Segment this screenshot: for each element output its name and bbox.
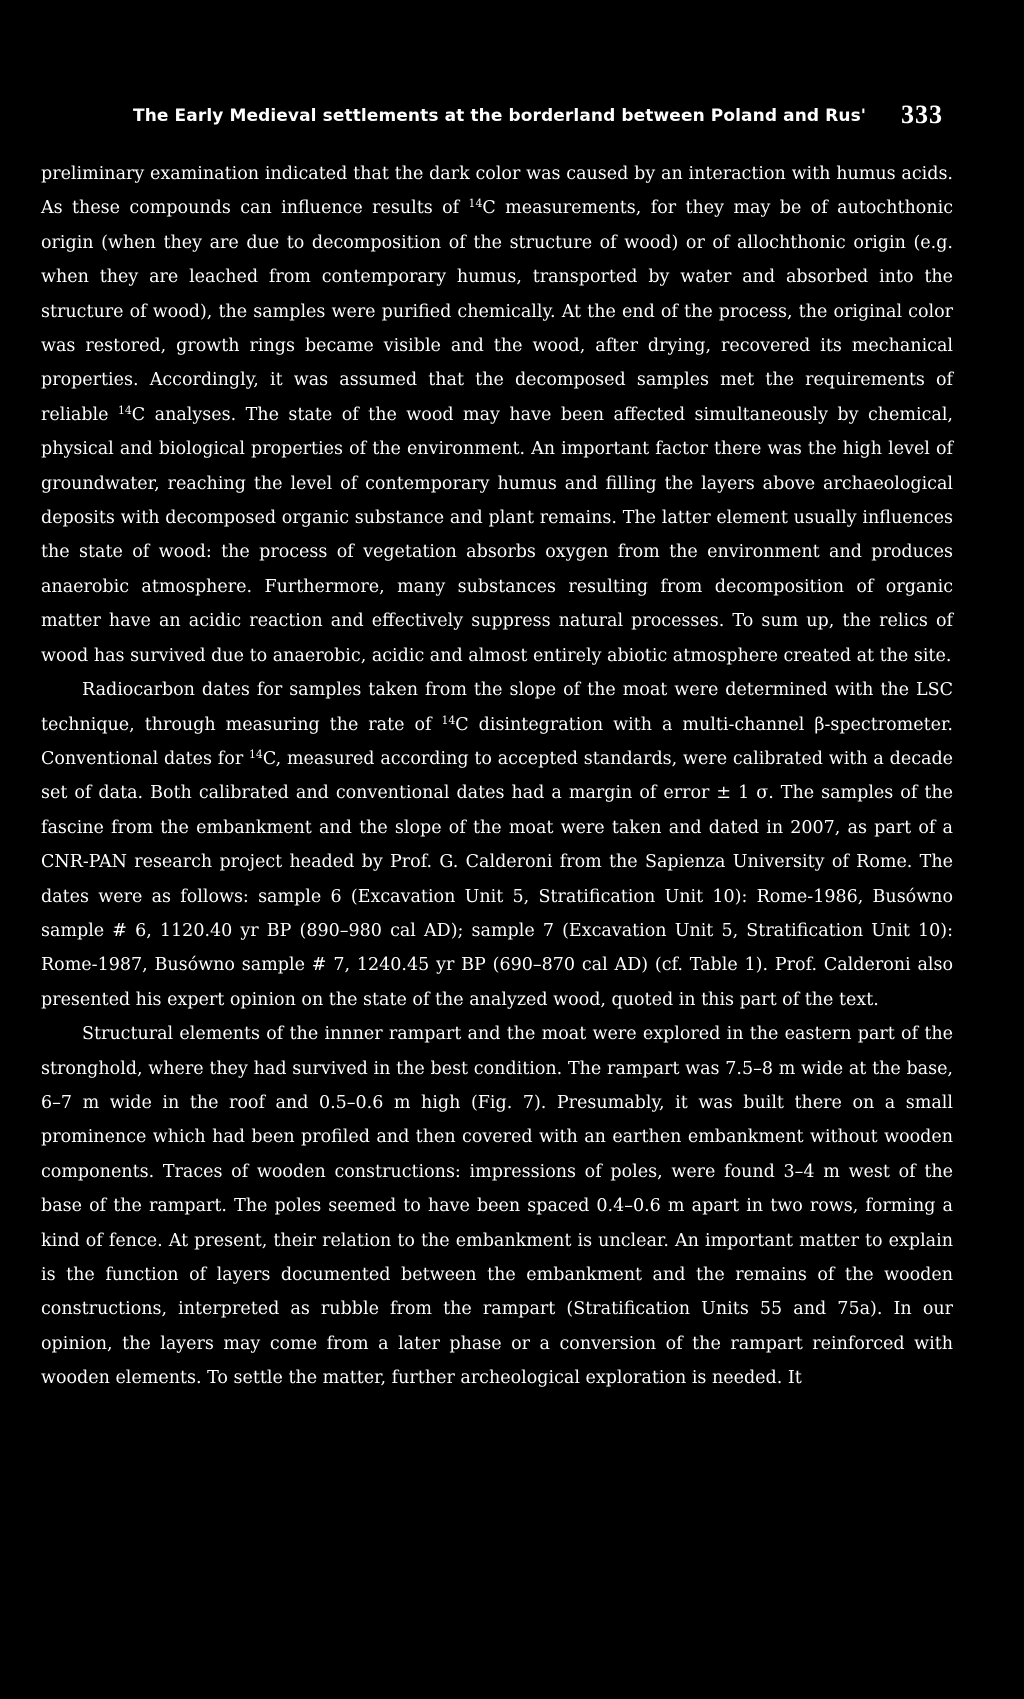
superscript-14: 14 xyxy=(117,403,132,417)
running-title: The Early Medieval settlements at the borderland between Poland and Rus' xyxy=(133,106,867,126)
paragraph-1-text-b: C measurements, for they may be of autochthonic origin (when they are due to decomposition of the structure of wood) or of allochthonic origin (e.g. when they are leached from contemporary humus, transported by water and absorbed into the structure of wood), the samples were purified chemically. At the end of the process, the original color was restored, growth rings became visible and the wood, after drying, recovered its mechanical properties. Accordingly, it was assumed that the decomposed samples met the requirements of reliable xyxy=(41,198,953,425)
paragraph-1-text-c: C analyses. The state of the wood may have been affected simultaneously by chemical, physical and biological properties of the environment. An important factor there was the high level of groundwater, reaching the level of contemporary humus and filling the layers above archaeological deposits with decomposed organic substance and plant remains. The latter element usually influences the state of wood: the process of vegetation absorbs oxygen from the environment and produces anaerobic atmosphere. Furthermore, many substances resulting from decomposition of organic matter have an acidic reaction and effectively suppress natural processes. To sum up, the relics of wood has survived due to anaerobic, acidic and almost entirely abiotic atmosphere created at the site. xyxy=(41,404,953,666)
page-number: 333 xyxy=(901,100,943,129)
paragraph-2 xyxy=(41,673,953,1017)
paragraph-2-text-c: C, measured according to accepted standards, were calibrated with a decade set of data. Both calibrated and conventional dates had a margin of error ± 1 σ. The samples of the fascine from the embankment and the slope of the moat were taken and dated in 2007, as part of a CNR-PAN research project headed by Prof. G. Calderoni from the Sapienza University of Rome. The dates were as follows: sample 6 (Excavation Unit 5, Stratification Unit 10): Rome-1986, Busówno sample # 6, 1120.40 yr BP (890–980 cal AD); sample 7 (Excavation Unit 5, Stratification Unit 10): Rome-1987, Busówno sample # 7, 1240.45 yr BP (690–870 cal AD) (cf. Table 1). Prof. Calderoni also presented his expert opinion on the state of the analyzed wood, quoted in this part of the text. xyxy=(41,748,953,1010)
paragraph-2-text-a: Radiocarbon dates for samples taken from the slope of the moat were determined with the LSC technique, through measuring the rate of xyxy=(41,680,953,735)
superscript-14: 14 xyxy=(249,747,263,761)
paragraph-2-text-b: C disintegration with a multi-channel β-spectrometer. Conventional dates for xyxy=(41,714,953,769)
superscript-14: 14 xyxy=(441,713,456,727)
body-text xyxy=(41,157,953,1396)
superscript-14: 14 xyxy=(468,197,483,211)
paragraph-1 xyxy=(41,157,953,673)
paragraph-1-text-a: preliminary examination indicated that the dark color was caused by an interaction with humus acids. As these compounds can influence results of xyxy=(41,164,953,219)
paragraph-3 xyxy=(41,1017,953,1395)
running-head xyxy=(133,100,943,136)
paragraph-3-text: Structural elements of the innner rampart and the moat were explored in the eastern part of the stronghold, where they had survived in the best condition. The rampart was 7.5–8 m wide at the base, 6–7 m wide in the roof and 0.5–0.6 m high (Fig. 7). Presumably, it was built there on a small prominence which had been profiled and then covered with an earthen embankment without wooden components. Traces of wooden constructions: impressions of poles, were found 3–4 m west of the base of the rampart. The poles seemed to have been spaced 0.4–0.6 m apart in two rows, forming a kind of fence. At present, their relation to the embankment is unclear. An important matter to explain is the function of layers documented between the embankment and the remains of the wooden constructions, interpreted as rubble from the rampart (Stratification Units 55 and 75a). In our opinion, the layers may come from a later phase or a conversion of the rampart reinforced with wooden elements. To settle the matter, further archeological exploration is needed. It xyxy=(41,1024,953,1389)
